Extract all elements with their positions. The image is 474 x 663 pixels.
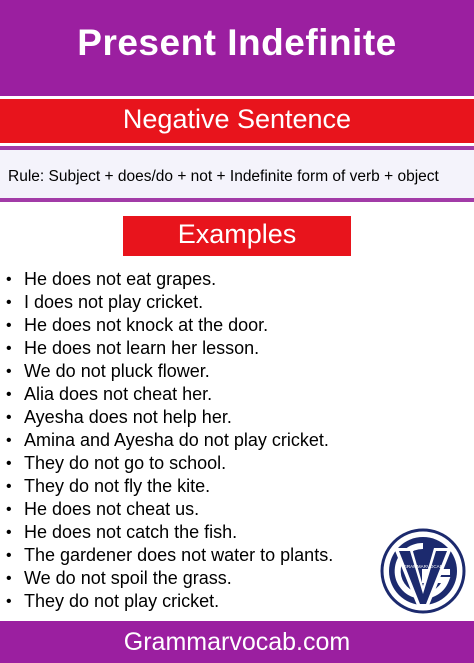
examples-label: Examples: [177, 219, 297, 249]
bullet-icon: •: [6, 363, 12, 380]
bullet-icon: •: [6, 478, 12, 495]
list-item: • They do not go to school.: [6, 453, 227, 473]
bullet-icon: •: [6, 455, 12, 472]
subtitle: Negative Sentence: [122, 104, 352, 134]
svg-text:GRAMMARVOCAB: GRAMMARVOCAB: [403, 564, 443, 569]
bullet-icon: •: [6, 271, 12, 288]
list-item: • We do not pluck flower.: [6, 361, 210, 381]
bullet-icon: •: [6, 524, 12, 541]
examples-list: [0, 268, 333, 613]
list-item: • He does not knock at the door.: [6, 315, 269, 335]
list-item: • He does not cheat us.: [6, 499, 200, 519]
rule-box: [0, 146, 474, 202]
list-item: • He does not catch the fish.: [6, 522, 238, 542]
bullet-icon: •: [6, 593, 12, 610]
bullet-icon: •: [6, 386, 12, 403]
bullet-icon: •: [6, 317, 12, 334]
list-item: • Amina and Ayesha do not play cricket.: [6, 430, 329, 450]
list-item: • They do not play cricket.: [6, 591, 220, 611]
bullet-icon: •: [6, 570, 12, 587]
footer-link[interactable]: Grammarvocab.com: [123, 628, 351, 656]
list-item: • He does not learn her lesson.: [6, 338, 260, 358]
list-item: • They do not fly the kite.: [6, 476, 211, 496]
list-item: • I does not play cricket.: [6, 292, 204, 312]
list-item: • We do not spoil the grass.: [6, 568, 232, 588]
page-title: Present Indefinite: [77, 22, 397, 63]
list-item: • He does not eat grapes.: [6, 269, 217, 289]
rule-text: Rule: Subject + does/do + not + Indefinite form of verb + object: [8, 168, 439, 185]
bullet-icon: •: [6, 340, 12, 357]
bullet-icon: •: [6, 501, 12, 518]
bullet-icon: •: [6, 294, 12, 311]
list-item: • Alia does not cheat her.: [6, 384, 213, 404]
bullet-icon: •: [6, 432, 12, 449]
bullet-icon: •: [6, 409, 12, 426]
bullet-icon: •: [6, 547, 12, 564]
grammarvocab-logo-icon: [380, 528, 466, 614]
list-item: • Ayesha does not help her.: [6, 407, 232, 427]
list-item: • The gardener does not water to plants.: [6, 545, 334, 565]
